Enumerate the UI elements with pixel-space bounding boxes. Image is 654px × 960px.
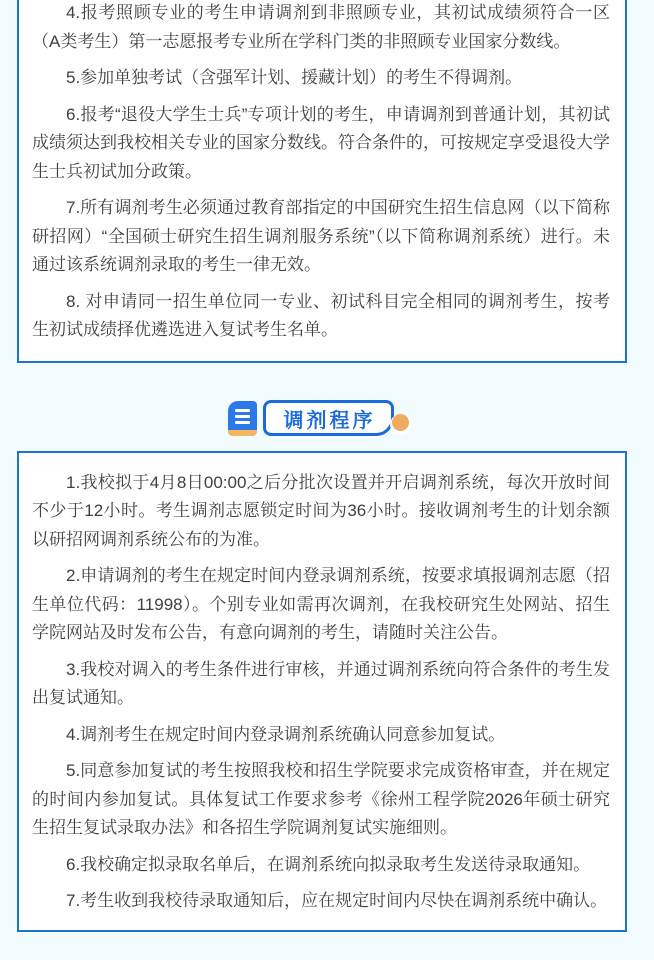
section-title: 调剂程序 (283, 409, 376, 432)
procedure-step-5: 5.同意参加复试的考生按照我校和招生学院要求完成资格审查，并在规定的时间内参加复试。具体复试工作要求参考《徐州工程学院2026年硕士研究生招生复试录取办法》和各招生学院调剂复试实施细则。 (32, 761, 610, 837)
paragraph-6: 6.报考“退役大学生士兵”专项计划的考生，申请调剂到普通计划，其初试成绩须达到我校相关专业的国家分数线。符合条件的，可按规定享受退役大学生士兵初试加分政策。 (32, 104, 610, 181)
paragraph-7: 7.所有调剂考生必须通过教育部指定的中国研究生招生信息网（以下简称研招网）“全国硕士研究生招生调剂服务系统”（以下简称调剂系统）进行。未通过该系统调剂录取的考生一律无效。 (32, 198, 610, 274)
paragraph-8: 8. 对申请同一招生单位同一专业、初试科目完全相同的调剂考生，按考生初试成绩择优遴选进入复试考生名单。 (32, 291, 610, 339)
section-header (0, 400, 645, 437)
paragraph-5: 5.参加单独考试（含强军计划、援藏计划）的考生不得调剂。 (66, 68, 523, 87)
orange-dot-icon (392, 414, 409, 431)
procedure-step-1: 1.我校拟于4月8日00:00之后分批次设置并开启调剂系统，每次开放时间不少于12小时。考生调剂志愿锁定时间为36小时。接收调剂考生的计划余额以研招网调剂系统公布的为准。 (32, 472, 610, 549)
adjustment-requirements-box (17, 0, 627, 363)
section-title-pill (263, 400, 394, 436)
list-book-icon (228, 401, 257, 436)
paragraph-4: 4.报考照顾专业的考生申请调剂到非照顾专业，其初试成绩须符合一区（A类考生）第一志愿报考专业所在学科门类的非照顾专业国家分数线。 (32, 3, 610, 51)
procedure-step-7: 7.考生收到我校待录取通知后，应在规定时间内尽快在调剂系统中确认。 (66, 891, 608, 910)
procedure-step-3: 3.我校对调入的考生条件进行审核，并通过调剂系统向符合条件的考生发出复试通知。 (32, 659, 610, 707)
procedure-step-4: 4.调剂考生在规定时间内登录调剂系统确认同意参加复试。 (66, 724, 506, 744)
list-lines-icon (235, 409, 250, 412)
procedure-step-6: 6.我校确定拟录取名单后，在调剂系统向拟录取考生发送待录取通知。 (66, 854, 591, 874)
icon-orange-bar (228, 430, 257, 436)
adjustment-procedure-box (17, 451, 627, 932)
procedure-step-2: 2.申请调剂的考生在规定时间内登录调剂系统，按要求填报调剂志愿（招生单位代码：11998）。个别专业如需再次调剂，在我校研究生处网站、招生学院网站及时发布公告，有意向调剂的考生，请随时关注公告。 (32, 566, 610, 642)
